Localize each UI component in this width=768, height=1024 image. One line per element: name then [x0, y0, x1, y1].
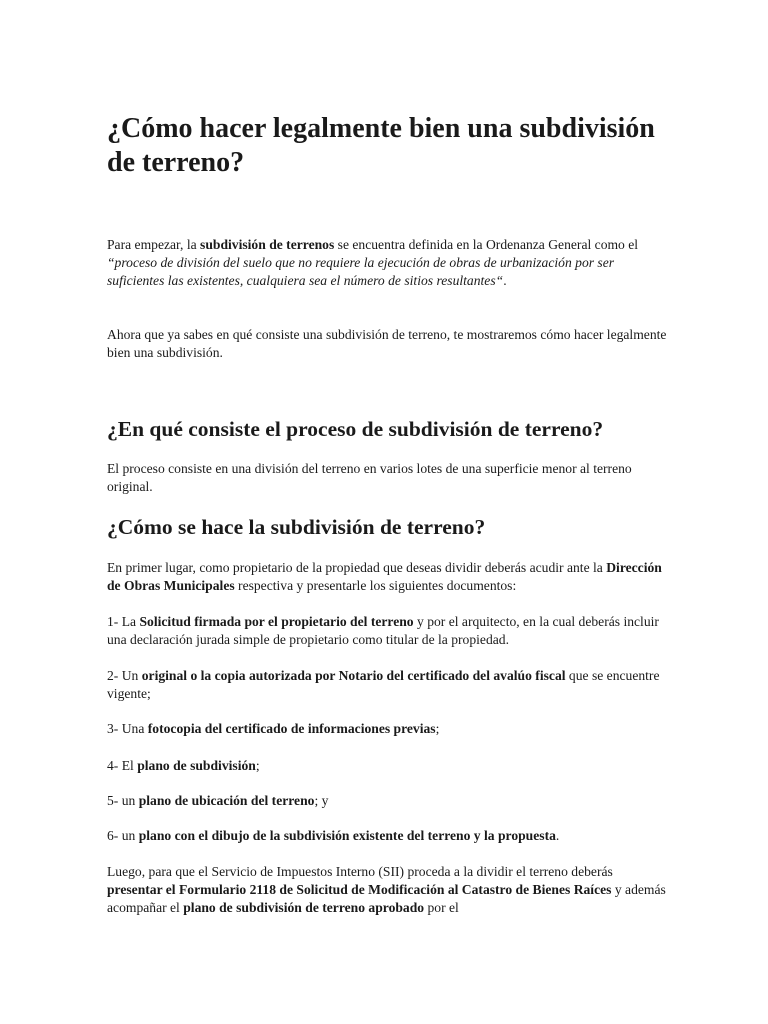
list-item-suffix: ;: [435, 721, 440, 736]
list-item-prefix: 3- Una: [107, 721, 148, 736]
list-item-bold: plano de subdivisión: [137, 758, 256, 773]
list-item-prefix: 4- El: [107, 758, 138, 773]
section-2-intro-a: En primer lugar, como propietario de la propiedad que deseas dividir deberás acudir ante la: [107, 560, 607, 575]
intro-paragraph-2: Ahora que ya sabes en qué consiste una subdivisión de terreno, te mostraremos cómo hacer legalmente bien una subdivisión.: [107, 327, 667, 360]
intro-text-a: Para empezar, la: [107, 237, 201, 252]
document-list-item-3: [107, 720, 667, 738]
list-item-suffix: ;: [255, 758, 260, 773]
list-item-suffix: .: [555, 828, 560, 843]
final-bold-form: presentar el Formulario 2118 de Solicitud de Modificación al Catastro de Bienes Raíces: [107, 882, 612, 897]
list-item-prefix: 6- un: [107, 828, 139, 843]
document-list-item-5: [107, 792, 667, 810]
list-item-suffix: ; y: [314, 793, 329, 808]
final-bold-plan: plano de subdivisión de terreno aprobado: [183, 900, 425, 915]
document-list-item-6: [107, 827, 667, 845]
section-2-intro: [107, 559, 667, 595]
final-text-c: y además acompañar el: [107, 882, 666, 915]
section-2-intro-c: respectiva y presentarle los siguientes documentos:: [234, 578, 517, 593]
section-1-heading: ¿En qué consiste el proceso de subdivisión de terreno?: [107, 417, 604, 441]
list-item-suffix: que se encuentre vigente;: [107, 668, 660, 701]
document-list-item-4: [107, 757, 667, 775]
intro-text-c: se encuentra definida en la Ordenanza General como el: [334, 237, 639, 252]
list-item-prefix: 2- Un: [107, 668, 142, 683]
list-item-prefix: 1- La: [107, 614, 140, 629]
intro-bold-term: subdivisión de terrenos: [200, 237, 335, 252]
list-item-bold: Solicitud firmada por el propietario del terreno: [139, 614, 414, 629]
document-list-item-1: [107, 613, 667, 649]
list-item-suffix: y por el arquitecto, en la cual deberás incluir una declaración jurada simple de propietario como titular de la propiedad.: [107, 614, 659, 647]
list-item-bold: fotocopia del certificado de informaciones previas: [147, 721, 436, 736]
final-text-a: Luego, para que el Servicio de Impuestos Interno (SII) proceda a la dividir el terreno deberás: [107, 864, 613, 879]
section-2-final-paragraph: [107, 863, 667, 917]
intro-paragraph-1: [107, 236, 667, 290]
section-1-body: El proceso consiste en una división del terreno en varios lotes de una superficie menor al terreno original.: [107, 461, 632, 494]
intro-quote: “proceso de división del suelo que no requiere la ejecución de obras de urbanización por ser suficientes las existentes, cualquiera sea el número de sitios resultantes“: [107, 255, 615, 288]
list-item-bold: plano con el dibujo de la subdivisión existente del terreno y la propuesta: [138, 828, 556, 843]
list-item-prefix: 5- un: [107, 793, 139, 808]
intro-text-end: .: [503, 273, 507, 288]
page-title: ¿Cómo hacer legalmente bien una subdivisión de terreno?: [107, 113, 655, 178]
list-item-bold: original o la copia autorizada por Notario del certificado del avalúo fiscal: [141, 668, 566, 683]
list-item-bold: plano de ubicación del terreno: [138, 793, 315, 808]
section-2-intro-bold: Dirección de Obras Municipales: [107, 560, 662, 593]
section-2-heading: ¿Cómo se hace la subdivisión de terreno?: [107, 515, 486, 539]
final-text-e: por el: [424, 900, 459, 915]
document-list-item-2: [107, 667, 667, 703]
